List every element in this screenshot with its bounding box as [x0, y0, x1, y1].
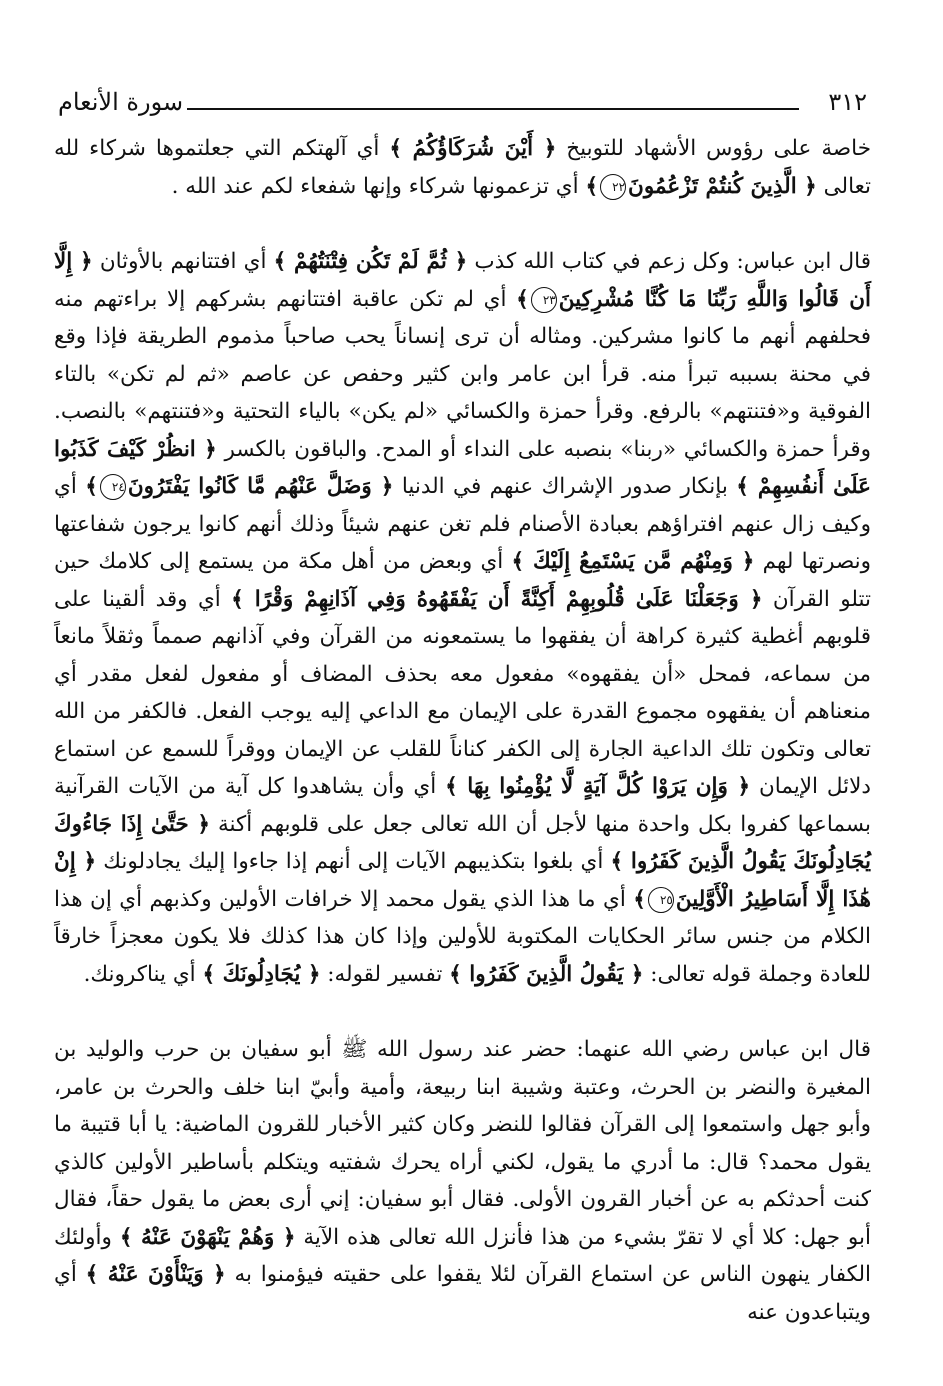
commentary-text: أي لم تكن عاقبة افتتانهم بشركهم إلا براءتهم منه فحلفهم أنهم ما كانوا مشركين. ومثاله أن ترى إنساناً يحب صاحباً مذموم الطريقة فإذا وقع في محنة بسببه تبرأ منه. قرأ ابن عامر وابن كثير وحفص عن عاصم «ثم لم تكن» بالتاء الفوقية و«فتنتهم» بالرفع. وقرأ حمزة والكسائي «لم يكن» بالياء التحتية و«فتنتهم» بالنصب. وقرأ حمزة والكسائي «ربنا» بنصبه على النداء أو المدح. والباقون بالكسر [54, 286, 871, 462]
running-head [54, 76, 871, 116]
quran-verse: ﴾ [85, 474, 98, 499]
commentary-text: أي بلغوا بتكذيبهم الآيات إلى أنهم إذا جاءوا إليك يجادلونك [96, 849, 611, 874]
paragraph-gap [54, 993, 871, 1031]
paragraph-2 [54, 243, 871, 993]
quran-verse: ﴿ إِلَّا أَن قَالُوا وَاللَّهِ رَبِّنَا مَا كُنَّا مُشْرِكِينَ [54, 249, 871, 312]
paragraph-gap [54, 205, 871, 243]
quran-verse: ﴿ حَتَّىٰ إِذَا جَاءُوكَ يُجَادِلُونَكَ يَقُولُ الَّذِينَ كَفَرُوا ﴾ [54, 811, 871, 874]
quran-verse: ﴿ يُجَادِلُونَكَ ﴾ [202, 961, 321, 987]
commentary-text: أي آلهتكم التي جعلتموها شركاء لله تعالى [54, 136, 871, 199]
header-rule [172, 108, 799, 110]
surah-name: سورة الأنعام [54, 88, 187, 116]
quran-verse: ﴿ إِنْ هَٰذَا إِلَّا أَسَاطِيرُ الْأَوَّلِينَ [54, 849, 872, 912]
commentary-text: أي ويتباعدون عنه [54, 1262, 871, 1325]
ayah-number-marker: ٢٢ [600, 174, 626, 200]
quran-verse: ﴾ [516, 286, 529, 312]
commentary-text: وأولئك الكفار ينهون الناس عن استماع القرآن لئلا يقفوا على حقيته فيؤمنوا به [54, 1224, 871, 1287]
commentary-text: أي ما هذا الذي يقول محمد إلا خرافات الأولين وكذبهم أي إن هذا الكلام من جنس سائر الحكايات المكتوبة للأولين وإذا كان هذا كذلك فلا يكون معجزاً خارقاً للعادة وجملة قوله تعالى: [54, 886, 871, 987]
commentary-text: أي وأن يشاهدوا كل آية من الآيات القرآنية بسماعها كفروا بكل واحدة منها لأجل أن الله تعالى جعل على قلوبهم أكنة [54, 774, 872, 837]
commentary-text: تفسير لقوله: [320, 961, 450, 987]
quran-verse: ﴿ الَّذِينَ كُنتُمْ تَزْعُمُونَ [628, 173, 817, 199]
quran-verse: ﴾ [585, 173, 599, 199]
quran-verse: ﴿ وَمِنْهُم مَّن يَسْتَمِعُ إِلَيْكَ ﴾ [511, 549, 755, 574]
ayah-number-marker: ٢٥ [648, 887, 674, 913]
paragraph-1 [54, 130, 871, 205]
quran-verse: ﴿ أَيْنَ شُرَكَاؤُكُمُ ﴾ [389, 136, 557, 161]
quran-verse: ﴾ [633, 886, 646, 912]
quran-verse: ﴿ وَيَنْأَوْنَ عَنْهُ ﴾ [85, 1262, 226, 1287]
paragraph-3 [54, 1031, 871, 1331]
commentary-text: أي وبعض من أهل مكة من يستمع إلى كلامك حين تتلو القرآن [54, 549, 871, 612]
ayah-number-marker: ٢٣ [531, 287, 557, 313]
page-number: ٣١٢ [824, 88, 871, 116]
quran-verse: ﴿ وَجَعَلْنَا عَلَىٰ قُلُوبِهِمْ أَكِنَّةً أَن يَفْقَهُوهُ وَفِي آذَانِهِمْ وَقْرًا ﴾ [231, 586, 763, 612]
commentary-text: قال ابن عباس: وكل زعم في كتاب الله كذب [467, 249, 871, 274]
quran-verse: ﴿ وَإِن يَرَوْا كُلَّ آيَةٍ لَّا يُؤْمِنُوا بِهَا ﴾ [445, 774, 751, 799]
ayah-number-marker: ٢٤ [100, 474, 126, 500]
quran-verse: ﴿ ثُمَّ لَمْ تَكُن فِتْنَتُهُمْ ﴾ [273, 249, 468, 274]
page-body [54, 130, 871, 1331]
quran-verse: ﴿ انظُرْ كَيْفَ كَذَبُوا عَلَىٰ أَنفُسِهِمْ ﴾ [54, 436, 872, 499]
commentary-text: أي تزعمونها شركاء وإنها شفعاء لكم عند الله . [171, 173, 586, 199]
commentary-text: أي وقد ألقينا على قلوبهم أغطية كثيرة كراهة أن يفقهوا ما يستمعونه من القرآن وفي آذانهم صمماً وثقلاً مانعاً من سماعه، فمحل «أن يفقهوه» مفعول معه بحذف المضاف أو مفعول لفعل مقدر أي منعناهم أن يفقهوه مجموع القدرة على الإيمان مع الداعي إليه يوجب الفعل. فالكفر من الله تعالى وتكون تلك الداعية الجارة إلى الكفر كناناً للقلب عن الإيمان ووقراً للسمع عن استماع دلائل الإيمان [54, 586, 872, 799]
commentary-text: أي يناكرونك. [83, 961, 203, 987]
commentary-text: بإنكار صدور الإشراك عنهم في الدنيا [393, 474, 737, 499]
commentary-text: خاصة على رؤوس الأشهاد للتوبيخ [556, 136, 871, 161]
commentary-text: أي افتتانهم بالأوثان [92, 249, 274, 274]
commentary-text: أي وكيف زال عنهم افتراؤهم بعبادة الأصنام فلم تغن عنهم شيئاً وذلك أنهم كانوا يرجون شفاعتها ونصرتها لهم [54, 474, 872, 574]
commentary-text: قال ابن عباس رضي الله عنهما: حضر عند رسول الله ﷺ أبو سفيان بن حرب والوليد بن المغيرة والنضر بن الحرث، وعتبة وشيبة ابنا ربيعة، وأمية وأبيّ ابنا خلف والحرث بن عامر، وأبو جهل واستمعوا إلى القرآن فقالوا للنضر وكان كثير الأخبار للقرون الماضية: يا أبا قتيبة ما يقول محمد؟ قال: ما أدري ما يقول، لكني أراه يحرك شفتيه ويتكلم بأساطير الأولين كالذي كنت أحدثكم به عن أخبار القرون الأولى. فقال أبو سفيان: إني أرى بعض ما يقول حقاً، فقال أبو جهل: كلا أي لا تقرّ بشيء من هذا فأنزل الله تعالى هذه الآية [54, 1037, 871, 1250]
quran-verse: ﴿ يَقُولُ الَّذِينَ كَفَرُوا ﴾ [449, 961, 644, 987]
quran-verse: ﴿ وَهُمْ يَنْهَوْنَ عَنْهُ ﴾ [119, 1224, 296, 1250]
quran-verse: ﴿ وَضَلَّ عَنْهُم مَّا كَانُوا يَفْتَرُونَ [127, 474, 394, 499]
